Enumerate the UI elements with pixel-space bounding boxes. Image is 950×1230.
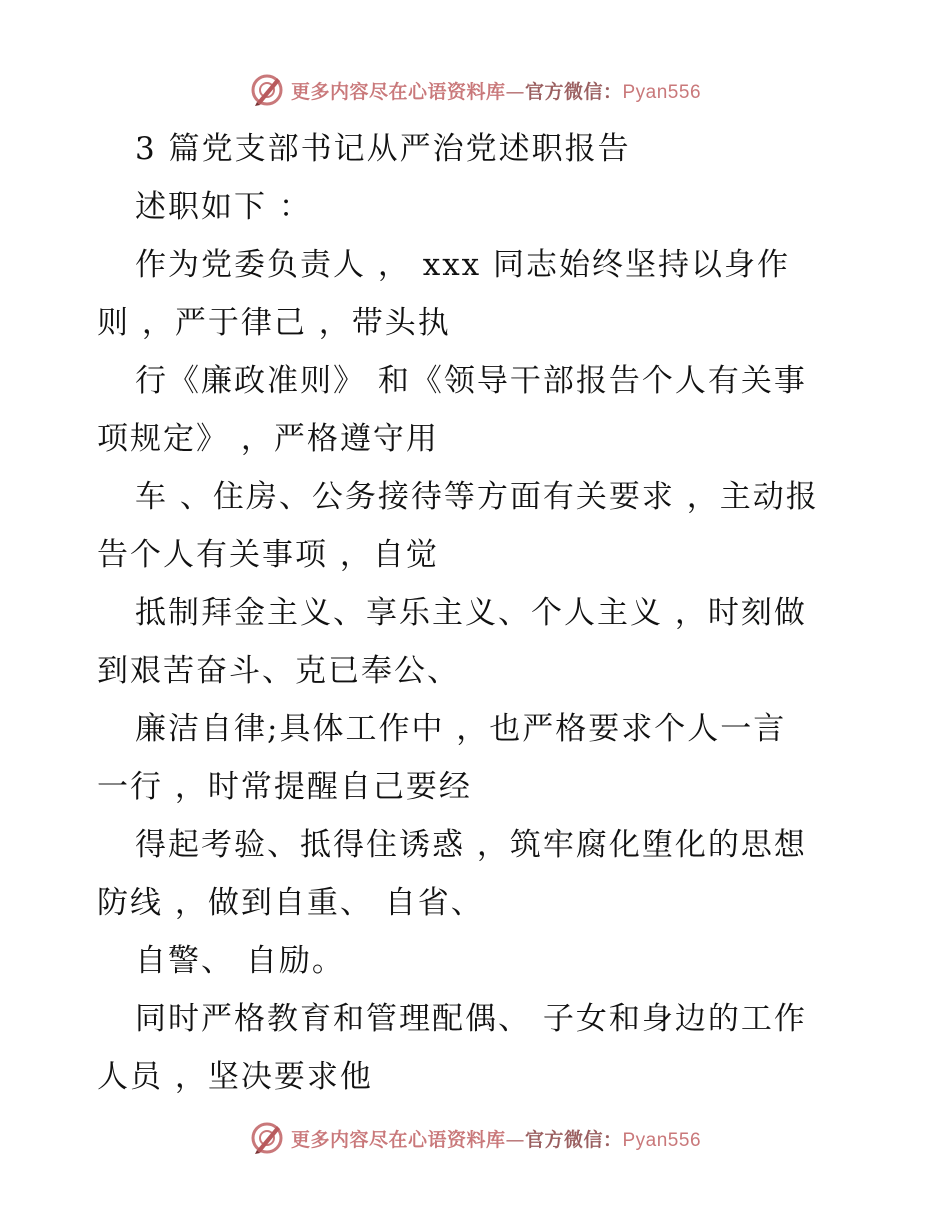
text-line: 人员 ，坚决要求他 — [97, 1059, 373, 1095]
text-line: 则 ，严于律己 ，带头执 — [97, 305, 451, 341]
watermark-main-text: 更多内容尽在心语资料库 — [290, 80, 506, 103]
watermark-wechat-id: Pyan556 — [622, 81, 702, 103]
text-line: 同时严格教育和管理配偶、 子女和身边的工作 — [135, 1001, 807, 1037]
watermark-separator: — — [505, 1128, 525, 1151]
watermark-separator: — — [505, 80, 525, 103]
text-line: 作为党委负责人 ， xxx 同志始终坚持以身作 — [135, 247, 791, 283]
text-line: 防线 ，做到自重、 自省、 — [97, 885, 484, 921]
pen-logo-icon — [249, 1120, 285, 1156]
watermark-wechat-id: Pyan556 — [622, 1129, 702, 1151]
header-watermark — [0, 70, 950, 110]
document-body — [97, 120, 887, 1106]
text-line: 抵制拜金主义、享乐主义、个人主义 ，时刻做 — [135, 595, 807, 631]
text-line: 项规定》 ，严格遵守用 — [97, 421, 439, 457]
pen-logo-icon — [249, 72, 285, 108]
text-line: 廉洁自律;具体工作中 ，也严格要求个人一言 — [135, 711, 787, 747]
watermark-official-label: 官方微信： — [524, 1128, 623, 1151]
text-line: 到艰苦奋斗、克已奉公、 — [97, 653, 460, 689]
text-line: 一行 ，时常提醒自己要经 — [97, 769, 472, 805]
text-line: 述职如下 ： — [135, 189, 312, 225]
text-line: 告个人有关事项 ，自觉 — [97, 537, 439, 573]
watermark-official-label: 官方微信： — [524, 80, 623, 103]
document-title: 3 篇党支部书记从严治党述职报告 — [135, 131, 631, 167]
text-line: 行《廉政准则》 和《领导干部报告个人有关事 — [135, 363, 807, 399]
text-line: 自警、 自励。 — [135, 943, 345, 979]
footer-watermark — [0, 1118, 950, 1158]
watermark-main-text: 更多内容尽在心语资料库 — [290, 1128, 506, 1151]
text-line: 车 、住房、公务接待等方面有关要求 ，主动报 — [135, 479, 819, 515]
text-line: 得起考验、抵得住诱惑 ，筑牢腐化堕化的思想 — [135, 827, 807, 863]
